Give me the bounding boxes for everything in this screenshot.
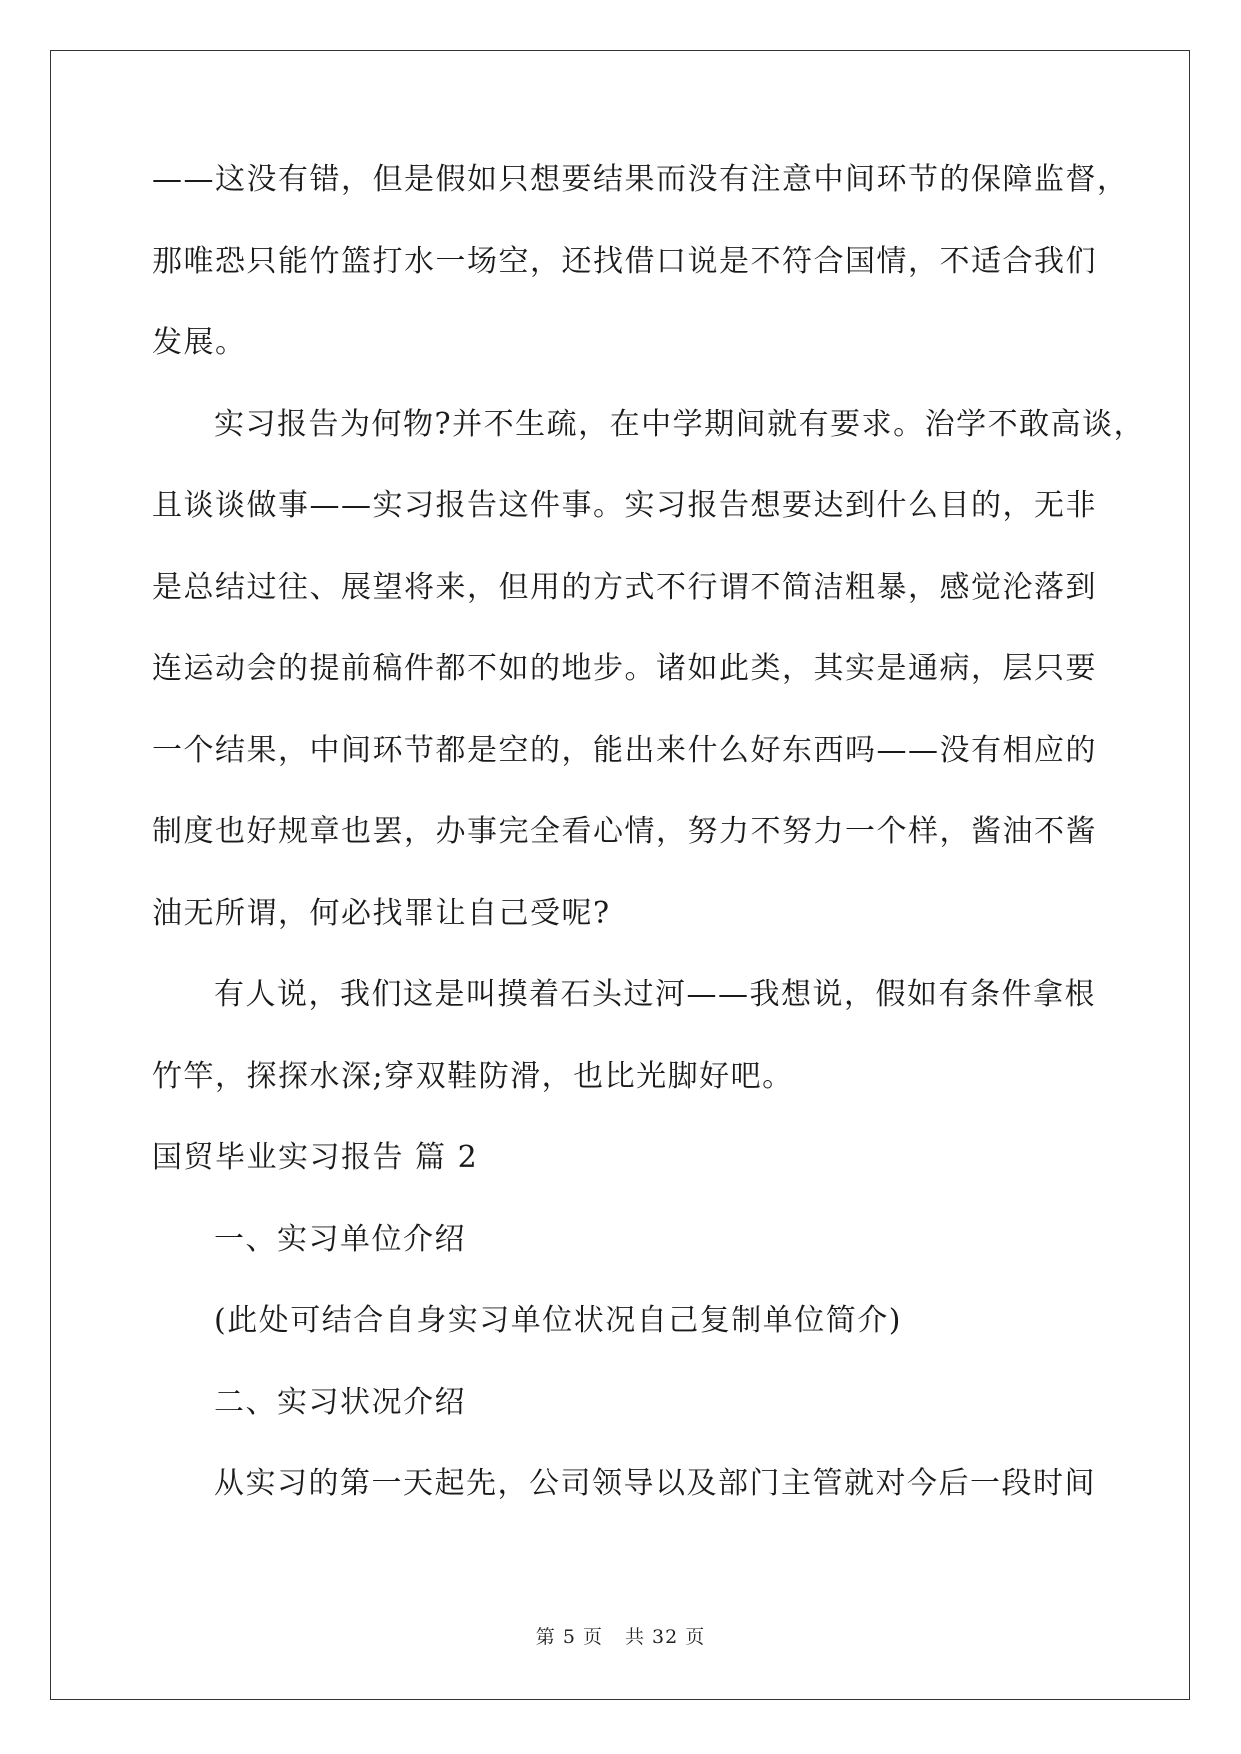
paragraph-start-line: (此处可结合自身实习单位状况自己复制单位简介) (214, 1303, 902, 1338)
paragraph-start-line: 有人说，我们这是叫摸着石头过河——我想说，假如有条件拿根 (214, 977, 1096, 1012)
page-footer (0, 1622, 1241, 1649)
text-line: 一个结果，中间环节都是空的，能出来什么好东西吗——没有相应的 (152, 732, 1097, 768)
text-line: 竹竿，探探水深;穿双鞋防滑，也比光脚好吧。 (152, 1058, 794, 1094)
text-line: 是总结过往、展望将来，但用的方式不行谓不简洁粗暴，感觉沦落到 (152, 569, 1097, 605)
page-total: 共 32 页 (624, 1626, 706, 1648)
text-line: 且谈谈做事——实习报告这件事。实习报告想要达到什么目的，无非 (152, 488, 1097, 523)
paragraph-start-line: 实习报告为何物?并不生疏，在中学期间就有要求。治学不敢高谈， (214, 406, 1146, 442)
subsection-heading: 二、实习状况介绍 (214, 1384, 466, 1420)
subsection-heading: 一、实习单位介绍 (214, 1221, 466, 1257)
text-line: 制度也好规章也罢，办事完全看心情，努力不努力一个样，酱油不酱 (152, 814, 1097, 849)
text-line: ——这没有错，但是假如只想要结果而没有注意中间环节的保障监督， (152, 162, 1129, 197)
section-heading: 国贸毕业实习报告 篇 2 (152, 1140, 479, 1175)
text-line: 连运动会的提前稿件都不如的地步。诸如此类，其实是通病，层只要 (152, 651, 1097, 686)
page-number: 第 5 页 (535, 1626, 603, 1648)
text-line: 油无所谓，何必找罪让自己受呢? (152, 895, 611, 931)
document-body (152, 160, 1146, 1546)
text-line: 那唯恐只能竹篮打水一场空，还找借口说是不符合国情，不适合我们 (152, 243, 1097, 279)
paragraph-start-line: 从实习的第一天起先，公司领导以及部门主管就对今后一段时间 (214, 1466, 1096, 1501)
text-line: 发展。 (152, 325, 247, 360)
